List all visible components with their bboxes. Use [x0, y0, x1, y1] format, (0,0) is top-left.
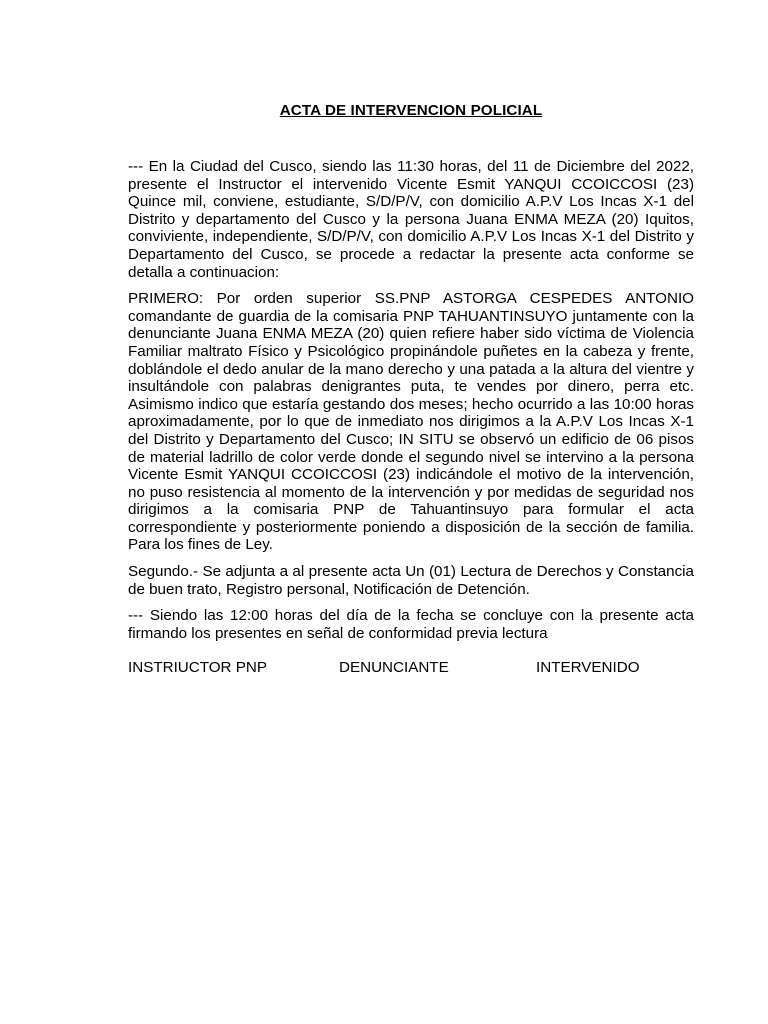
- document-body: [128, 158, 694, 651]
- closing-paragraph: --- Siendo las 12:00 horas del día de la fecha se concluye con la presente acta firmando los presentes en señal de conformidad previa lectura: [128, 607, 694, 642]
- segundo-paragraph: Segundo.- Se adjunta a al presente acta Un (01) Lectura de Derechos y Constancia de buen trato, Registro personal, Notificación de Detención.: [128, 563, 694, 598]
- signature-denunciante: DENUNCIANTE: [339, 659, 449, 676]
- document-title: ACTA DE INTERVENCION POLICIAL: [279, 102, 543, 119]
- primero-paragraph: PRIMERO: Por orden superior SS.PNP ASTORGA CESPEDES ANTONIO comandante de guardia de la comisaria PNP TAHUANTINSUYO juntamente con la denunciante Juana ENMA MEZA (20) quien refiere haber sido víctima de Violencia Familiar maltrato Físico y Psicológico propinándole puñetes en la cabeza y frente, doblándole el dedo anular de la mano derecho y una patada a la altura del vientre y insultándole con palabras denigrantes puta, te vendes por dinero, perra etc. Asimismo indico que estaría gestando dos meses; hecho ocurrido a las 10:00 horas aproximadamente, por lo que de inmediato nos dirigimos a la A.P.V Los Incas X-1 del Distrito y Departamento del Cusco; IN SITU se observó un edificio de 06 pisos de material ladrillo de color verde donde el segundo nivel se intervino a la persona Vicente Esmit YANQUI CCOICCOSI (23) indicándole el motivo de la intervención, no puso resistencia al momento de la intervención y por medidas de seguridad nos dirigimos a la comisaria PNP de Tahuantinsuyo para formular el acta correspondiente y posteriormente poniendo a disposición de la sección de familia. Para los fines de Ley.: [128, 290, 694, 554]
- signature-row: [128, 659, 694, 679]
- signature-instructor: INSTRIUCTOR PNP: [128, 659, 267, 676]
- signature-intervenido: INTERVENIDO: [536, 659, 640, 676]
- intro-paragraph: --- En la Ciudad del Cusco, siendo las 11:30 horas, del 11 de Diciembre del 2022, presente el Instructor el intervenido Vicente Esmit YANQUI CCOICCOSI (23) Quince mil, conviene, estudiante, S/D/P/V, con domicilio A.P.V Los Incas X-1 del Distrito y departamento del Cusco y la persona Juana ENMA MEZA (20) Iquitos, conviviente, independiente, S/D/P/V, con domicilio A.P.V Los Incas X-1 del Distrito y Departamento del Cusco, se procede a redactar la presente acta conforme se detalla a continuacion:: [128, 158, 694, 281]
